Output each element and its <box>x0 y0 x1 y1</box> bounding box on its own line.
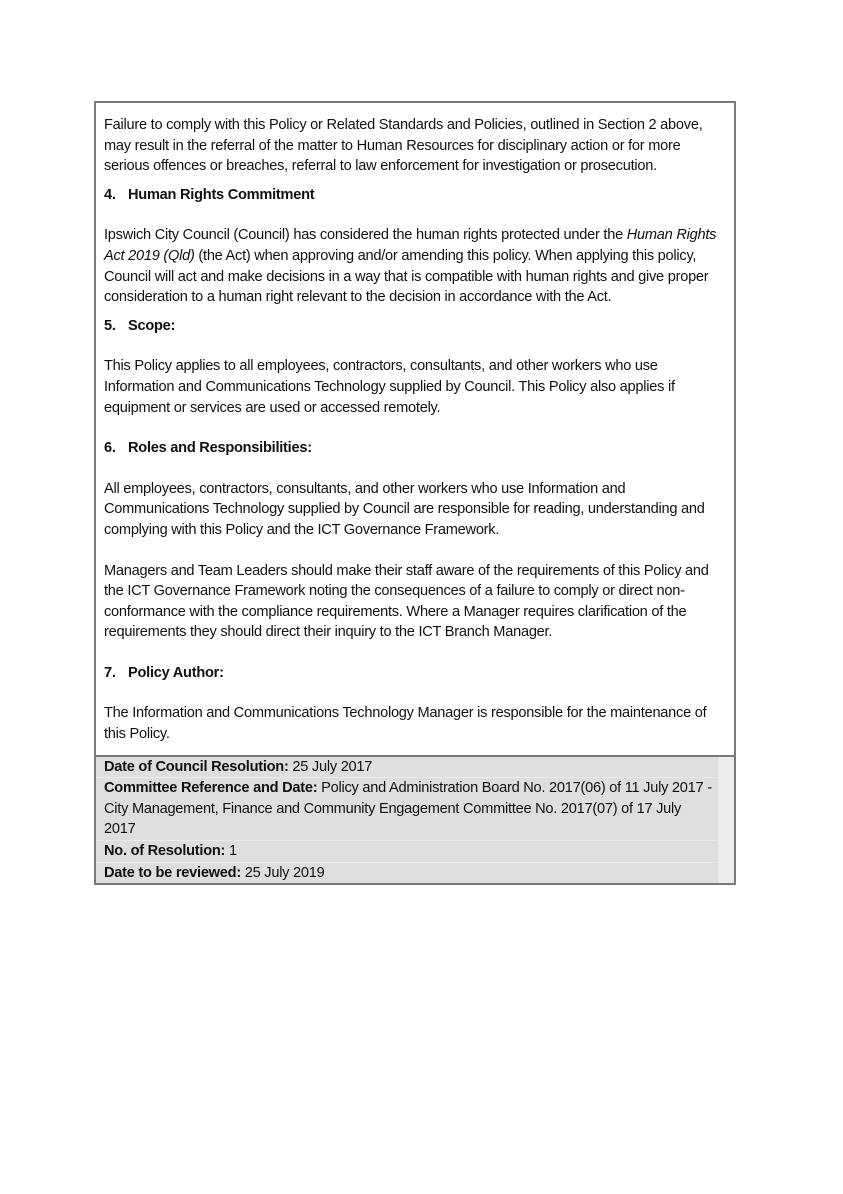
section-heading-roles: 6. Roles and Responsibilities: <box>104 440 312 457</box>
scope-paragraph: This Policy applies to all employees, contractors, consultants, and other workers who use Information and Communications Technology supplied by Council. This Policy also applies if equipment or services are used or accessed remotely. <box>104 358 675 416</box>
row-label: Date to be reviewed: <box>104 864 241 881</box>
table-row <box>96 778 716 841</box>
row-label: Date of Council Resolution: <box>104 758 289 775</box>
resolution-details-table <box>96 755 734 884</box>
act-name: Human Rights Act 2019 (Qld) <box>104 227 717 264</box>
row-value: Policy and Administration Board No. 2017(06) of 11 July 2017 - City Management, Finance and Community Engagement Committee No. 2017(07) of 17 July 2017 <box>104 780 712 838</box>
section-heading-scope: 5. Scope: <box>104 317 176 334</box>
roles-paragraph-1: All employees, contractors, consultants, and other workers who use Information and Communications Technology supplied by Council are responsible for reading, understanding and complying with this Policy and the ICT Governance Framework. <box>104 480 705 538</box>
policy-author-paragraph: The Information and Communications Technology Manager is responsible for the maintenance of this Policy. <box>104 705 707 743</box>
intro-paragraph: Failure to comply with this Policy or Related Standards and Policies, outlined in Section 2 above, may result in the referral of the matter to Human Resources for disciplinary action or for more serious offences or breaches, referral to law enforcement for investigation or prosecution. <box>104 117 703 175</box>
row-label: Committee Reference and Date: <box>104 780 318 797</box>
roles-paragraph-2: Managers and Team Leaders should make their staff aware of the requirements of this Policy and the ICT Governance Framework noting the consequences of a failure to comply or direct non-conformance with the compliance requirements. Where a Manager requires clarification of the requirements they should direct their inquiry to the ICT Branch Manager. <box>104 562 709 641</box>
row-value: 25 July 2017 <box>288 758 373 775</box>
row-value: 1 <box>225 843 237 860</box>
section-heading-human-rights: 4. Human Rights Commitment <box>104 186 315 203</box>
section-heading-policy-author: 7. Policy Author: <box>104 664 224 681</box>
human-rights-paragraph: Ipswich City Council (Council) has considered the human rights protected under the Human Rights Act 2019 (Qld) (the Act) when approving and/or amending this policy. When applying this policy, Council will act and make decisions in a way that is compatible with human rights and give proper consideration to a human right relevant to the decision in accordance with the Act. <box>104 227 717 306</box>
row-label: No. of Resolution: <box>104 843 226 860</box>
policy-body <box>96 103 734 755</box>
table-row <box>96 863 716 884</box>
table-row <box>96 757 716 779</box>
policy-document-box <box>94 101 736 885</box>
table-row <box>96 841 716 863</box>
row-value: 25 July 2019 <box>240 864 325 881</box>
